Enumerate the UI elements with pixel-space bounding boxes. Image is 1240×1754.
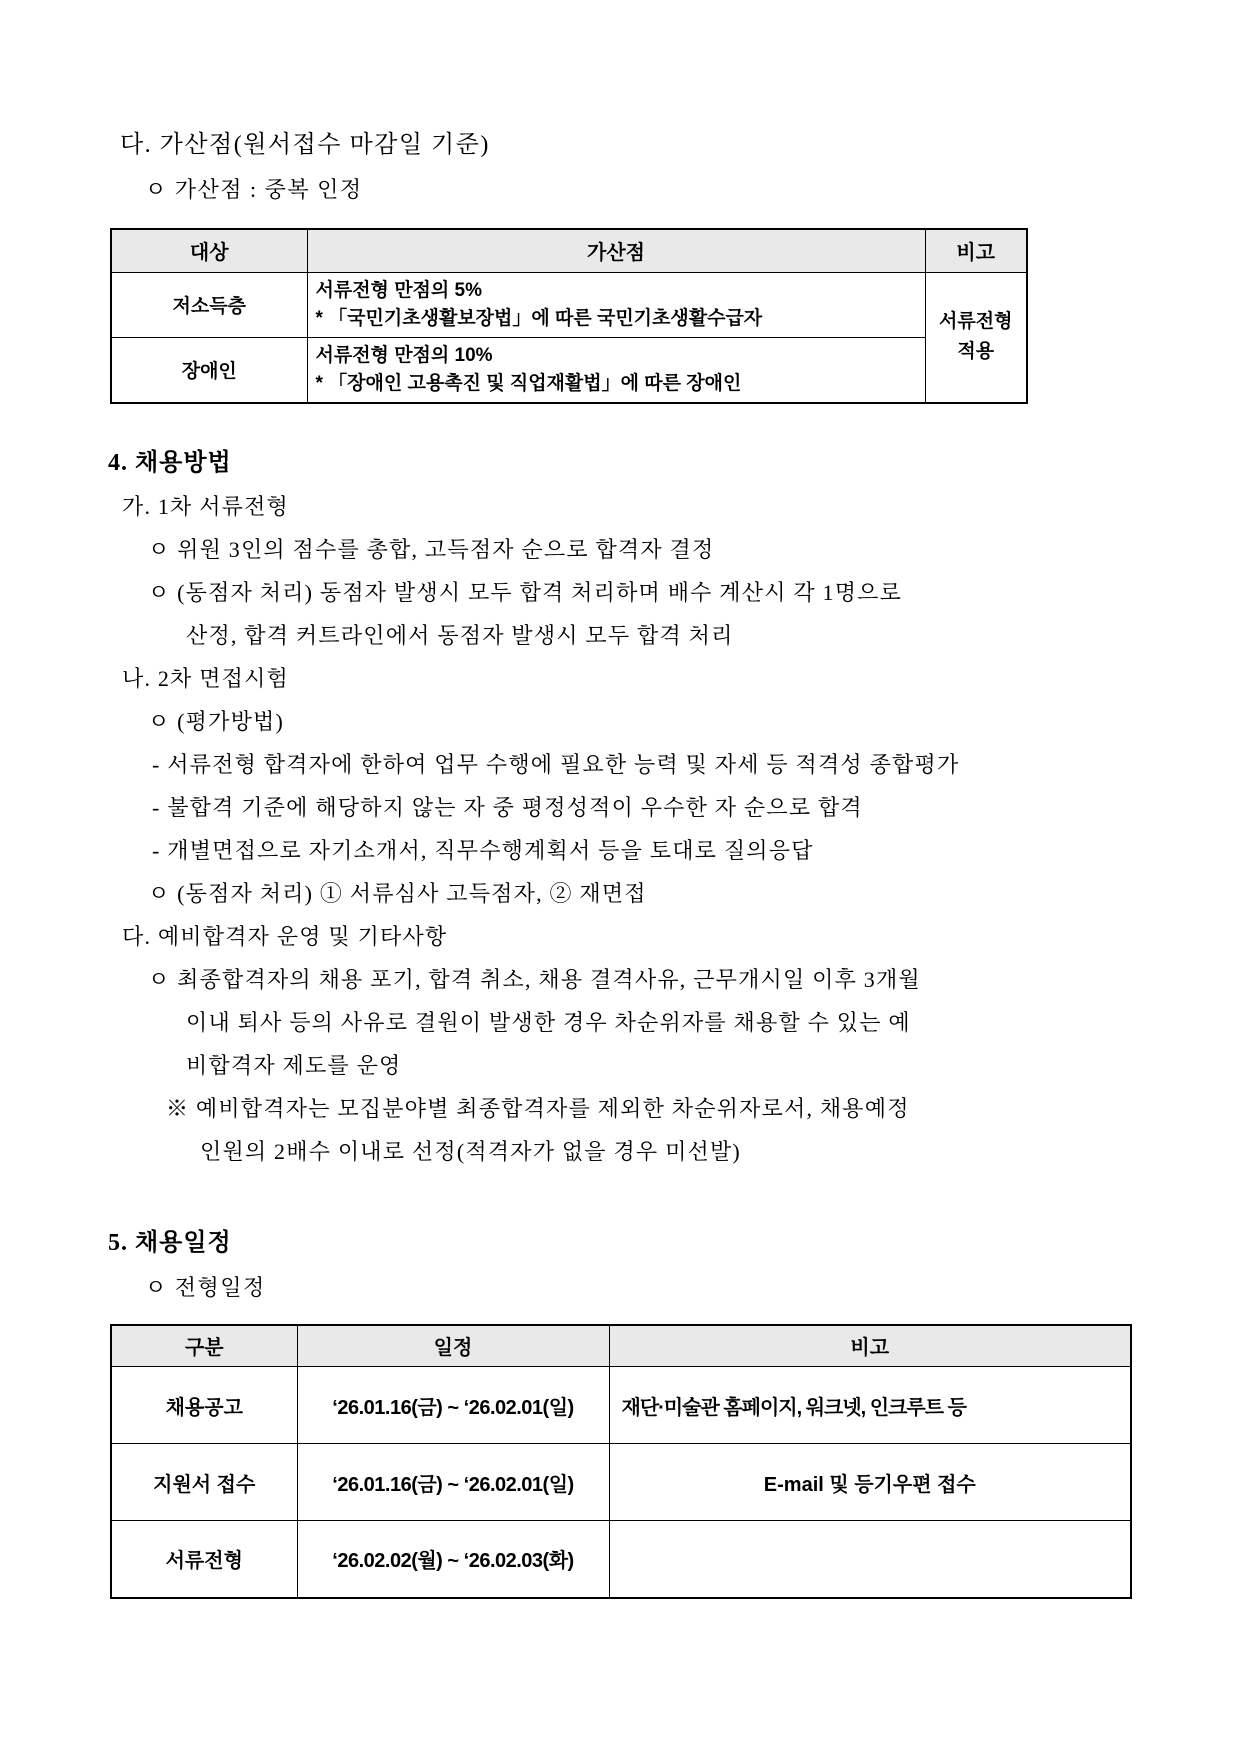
method-line: ㅇ (평가방법) [148,708,285,734]
bonus-target-disabled: 장애인 [111,337,307,403]
bonus-points-line: 서류전형 만점의 5% [315,279,482,301]
schedule-period: ‘26.01.16(금) ~ ‘26.02.01(일) [297,1444,609,1521]
schedule-row-application [111,1444,1131,1521]
bonus-points-disabled [307,337,925,403]
schedule-period: ‘26.02.02(월) ~ ‘26.02.03(화) [297,1521,609,1598]
method-line: - 개별면접으로 자기소개서, 직무수행계획서 등을 토대로 질의응답 [152,837,814,863]
bonus-note-cell: 서류전형 적용 [925,272,1027,403]
bonus-header-target: 대상 [111,229,307,272]
method-line: 가. 1차 서류전형 [122,493,290,519]
bonus-points-table [110,228,1028,404]
schedule-header-note: 비고 [609,1325,1131,1367]
bonus-table-header-row [111,229,1027,272]
section-5-title: 5. 채용일정 [108,1229,232,1256]
method-line: ㅇ 최종합격자의 채용 포기, 합격 취소, 채용 결격사유, 근무개시일 이후 3개월 [148,966,921,992]
schedule-note: E-mail 및 등기우편 접수 [609,1444,1131,1521]
schedule-period: ‘26.01.16(금) ~ ‘26.02.01(일) [297,1367,609,1444]
method-line: 비합격자 제도를 운영 [186,1052,402,1078]
method-line: 나. 2차 면접시험 [122,665,290,691]
schedule-row-document-screening [111,1521,1131,1598]
method-line: - 불합격 기준에 해당하지 않는 자 중 평정성적이 우수한 자 순으로 합격 [152,794,863,820]
bonus-target-low-income: 저소득층 [111,272,307,337]
bonus-section-subitem: ㅇ 가산점 : 중복 인정 [145,177,363,202]
method-line: 다. 예비합격자 운영 및 기타사항 [122,923,448,949]
method-line: - 서류전형 합격자에 한하여 업무 수행에 필요한 능력 및 자세 등 적격성 종합평가 [152,751,960,777]
method-line: 산정, 합격 커트라인에서 동점자 발생시 모두 합격 처리 [186,622,734,648]
method-line: ㅇ (동점자 처리) ① 서류심사 고득점자, ② 재면접 [148,880,647,906]
schedule-table-header-row [111,1325,1131,1367]
bonus-row-low-income [111,272,1027,337]
bonus-points-low-income [307,272,925,337]
method-line: 이내 퇴사 등의 사유로 결원이 발생한 경우 차순위자를 채용할 수 있는 예 [186,1009,911,1035]
schedule-category: 서류전형 [111,1521,297,1598]
method-line: 인원의 2배수 이내로 선정(적격자가 없을 경우 미선발) [200,1138,741,1164]
method-line: ※ 예비합격자는 모집분야별 최종합격자를 제외한 차순위자로서, 채용예정 [166,1095,910,1121]
schedule-header-category: 구분 [111,1325,297,1367]
schedule-note [609,1521,1131,1598]
bonus-header-note: 비고 [925,229,1027,272]
bonus-points-line: 서류전형 만점의 10% [315,344,493,366]
schedule-header-period: 일정 [297,1325,609,1367]
schedule-category: 채용공고 [111,1367,297,1444]
bonus-section-heading: 다. 가산점(원서접수 마감일 기준) [120,132,490,158]
bonus-row-disabled [111,337,1027,403]
schedule-subitem: ㅇ 전형일정 [145,1274,266,1300]
schedule-row-announcement [111,1367,1131,1444]
bonus-points-line: * 「국민기초생활보장법」에 따른 국민기초생활수급자 [315,307,763,329]
schedule-table [110,1324,1132,1599]
bonus-header-points: 가산점 [307,229,925,272]
method-line: ㅇ (동점자 처리) 동점자 발생시 모두 합격 처리하며 배수 계산시 각 1명으로 [148,579,903,605]
schedule-category: 지원서 접수 [111,1444,297,1521]
section-4-title: 4. 채용방법 [108,449,232,476]
schedule-note: 재단·미술관 홈페이지, 워크넷, 인크루트 등 [609,1367,1131,1444]
bonus-points-line: * 「장애인 고용촉진 및 직업재활법」에 따른 장애인 [315,372,742,394]
method-line: ㅇ 위원 3인의 점수를 총합, 고득점자 순으로 합격자 결정 [148,536,715,562]
